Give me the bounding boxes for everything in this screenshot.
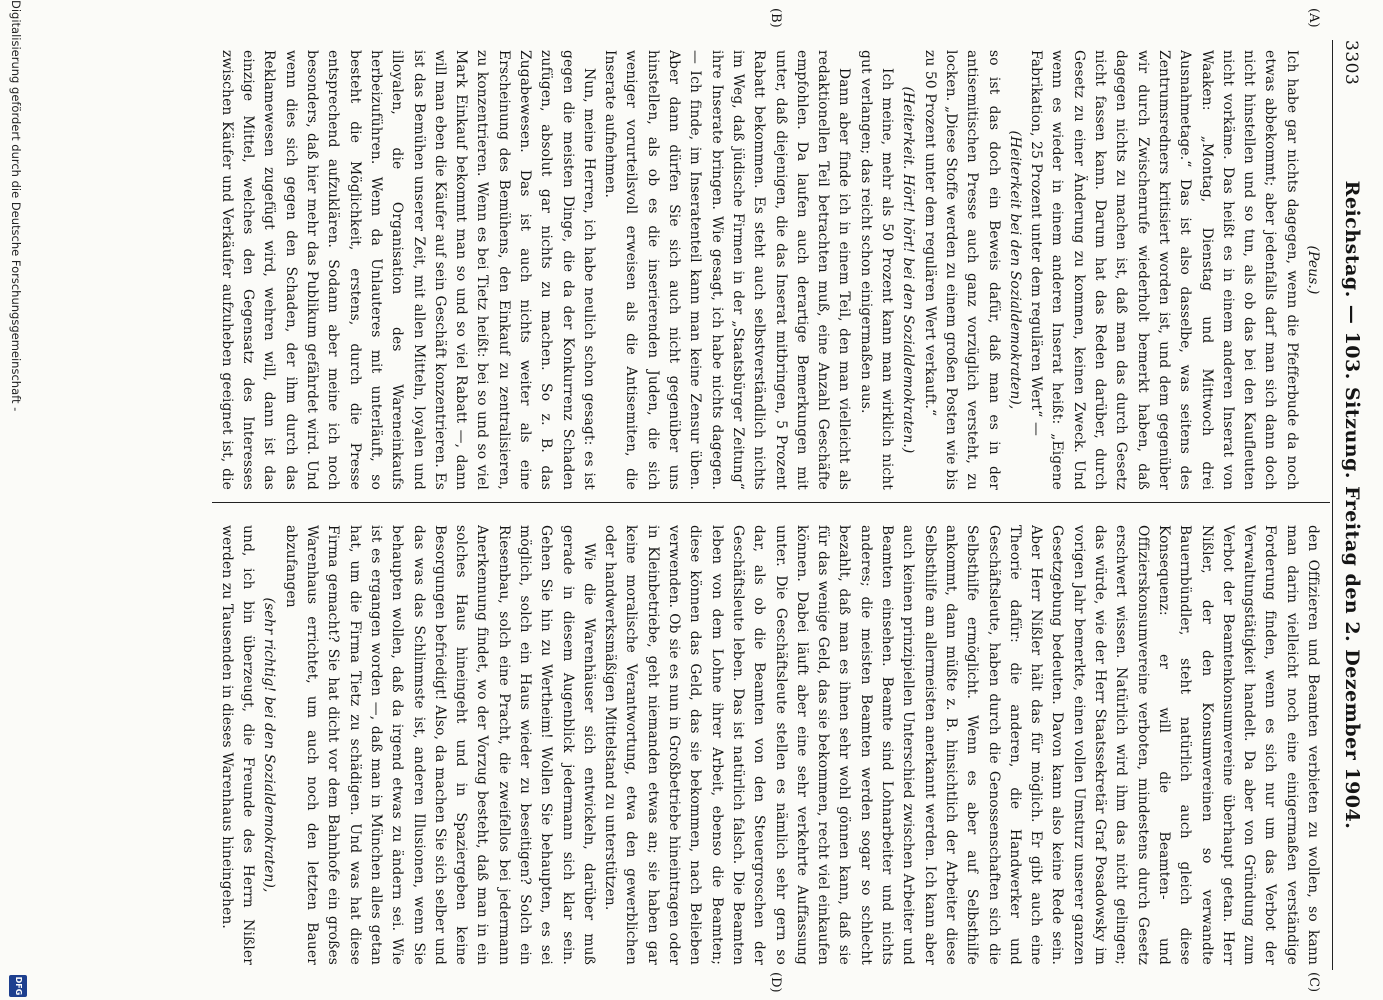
right-column [213,525,1323,965]
paragraph: und, ich bin überzeugt, die Freunde des Herrn Nißler werden zu Tausenden in dieses Warenhaus hineingehen. [218,525,257,965]
paragraph: so ist das doch ein Beweis dafür, daß man es in der antisemitischen Presse auch ganz vorzüglich versteht, zu locken. „Diese Stoffe werden zu einem großen Posten wie bis zu 50 Prozent unter dem regulären Wert verkauft.“ [921,50,1002,490]
dfg-logo-icon: DFG [9,975,27,997]
margin-mark-b: (B) [768,8,783,28]
interjection: (Heiterkeit. Hört! hört! bei den Sozialdemokraten.) [900,86,917,454]
paragraph: Ich habe gar nichts dagegen, wenn die Pfefferbude da noch etwas abbekommt; aber jedenfalls darf man sich dann doch nicht hinstellen und so tun, als ob das bei den Kaufleuten nicht vorkäme. Das heißt es in einem anderen Inserat von Waaken: „Montag, Dienstag und Mittwoch drei Ausnahmetage.“ Das ist also dasselbe, was seitens des Zentrumsredners kritisiert worden ist, und dem gegenüber wir durch Zwischenrufe wiederholt bemerkt haben, daß dagegen nichts zu machen ist, daß man das durch Gesetz nicht fassen kann. Darum hat das Reden darüber, durch Gesetz zu einer Änderung zu kommen, keinen Zweck. Und wenn es wieder in einem anderen Inserat heißt: „Eigene Fabrikation, 25 Prozent unter dem regulären Wert“ — [1028,50,1300,490]
page-number: 3303 [1341,40,1361,86]
margin-mark-d: (D) [768,972,783,993]
interjection: (sehr richtig! bei den Sozialdemokraten), [261,597,278,893]
paragraph: Ich meine, mehr als 50 Prozent kann man wirklich nicht gut verlangen; das reicht schon einigermaßen aus. [857,50,896,490]
paragraph: den Offizieren und Beamten verbieten zu wollen, so kann man darin vielleicht noch eine einigermaßen verständige Forderung finden, wenn es sich nur um das Verbot der Verwaltungstätigkeit handelt. Da aber von Gründung zum Verbot der Beamtenkonsumvereine überhaupt getan. Herr Nißler, der den Konsumvereinen so verwandte Bauernbündler, steht natürlich auch gleich diese Konsequenz: er will die Beamten- und Offizierskonsumvereine verboten, mindestens durch Gesetz erschwert wissen. Natürlich wird ihm das nicht gelingen; das würde, wie der Herr Staatssekretär Graf Posadowsky im vorigen Jahr bemerkte, einen vollen Umsturz unserer ganzen Gesetzgebung bedeuten. Davon kann also keine Rede sein. Aber Herr Nißler hält das für möglich. Er gibt auch eine Theorie dafür: die anderen, die Handwerker und Geschäftsleute, haben durch die Genossenschaften sich die Selbsthilfe ermöglicht. Wenn es aber auf Selbsthilfe ankommt, dann müßte z. B. hinsichtlich der Arbeiter diese Selbsthilfe am allermeisten anerkannt werden. Ich kann aber auch keinen prinzipiellen Unterschied zwischen Arbeiter und Beamten einsehen. Beamte sind Lohnarbeiter und nichts anderes; die meisten Beamten werden sogar so schlecht bezahlt, daß man es ihnen sehr wohl gönnen kann, daß sie für das wenige Geld, das sie bekommen, recht viel einkaufen können. Dabei läuft aber eine sehr verkehrte Auffassung unter. Die Geschäftsleute stellen es nämlich sehr gern so dar, als ob die Beamten von den Steuergroschen der Geschäftsleute leben. Das ist natürlich falsch. Die Beamten leben von dem Lohne ihrer Arbeit, ebenso die Beamten; diese können das Geld, das sie bekommen, nach Belieben verwenden. Ob sie es nun in Großbetriebe hineintragen oder in Kleinbetriebe, geht niemanden etwas an; sie haben gar keine moralische Verantwortung, etwa den gewerblichen oder handwerksmäßigen Mittelstand zu unterstützen. [602,525,1321,965]
running-title: Reichstag. — 103. Sitzung. Freitag den 2. Dezember 1904. [1341,180,1363,830]
margin-mark-a: (A) [1306,8,1321,28]
page-header [1333,40,1367,970]
paragraph: Nun, meine Herren, ich habe neulich schon gesagt: es ist gegen die meisten Dinge, die da der Konkurrenz Schaden zufügen, absolut gar nichts zu machen. So z. B. das Zugabewesen. Das ist auch nichts weiter als eine Erscheinung des Bemühens, den Einkauf zu zentralisieren, zu konzentrieren. Wenn es bei Tietz heißt: bei so und so viel Mark Einkauf bekommt man so und so viel Rabatt —, dann will man eben die Käufer auf sein Geschäft konzentrieren. Es ist das Bemühen unserer Zeit, mit allen Mitteln, loyalen und illoyalen, die Organisation des Wareneinkaufs herbeizuführen. Wenn da Unlauteres mit unterläuft, so besteht die Möglichkeit, erstens, durch die Presse entsprechend aufzuklären. Sodann aber meine ich noch besonders, daß hier mehr das Publikum gefährdet wird. Und wenn dies sich gegen den Schaden, der ihm durch das Reklamewesen zugefügt wird, wehren will, dann ist das einzige Mittel, welches den Gegensatz des Interesses zwischen Käufer und Verkäufer aufzuheben geeignet ist, die [218,50,597,490]
left-column [213,50,1323,490]
paragraph: Wie die Warenhäuser sich entwickeln, darüber muß gerade in diesem Augenblick jedermann sich klar sein. Gehen Sie hin zu Wertheim! Wollen Sie behaupten, es sei möglich, solch ein Haus wieder zu beseitigen? Solch ein Riesenbau, solch eine Pracht, die zweifellos bei jedermann Anerkennung findet, wo der Vorzug besteht, daß man in ein solches Haus hineingeht und in Spaziergeben keine Besorgungen befriedigt! Also, da machen Sie sich selber und das was das Schlimmste ist, anderen Illusionen, wenn Sie behaupten wollen, daß da irgend etwas zu ändern sei. Wie ist es ergangen worden —, daß man in München alles getan hat, um die Firma Tietz zu schädigen. Und was hat diese Firma gemacht? Sie hat dicht vor dem Bahnhofe ein großes Warenhaus errichtet, um auch noch den letzten Bauer abzufangen [282,525,597,965]
margin-mark-c: (C) [1306,972,1321,993]
column-divider [212,502,1330,503]
interjection: (Heiterkeit bei den Sozialdemokraten), [1006,130,1023,410]
speaker-name: (Peus.) [1305,245,1321,295]
credit-text: Digitalisierung gefördert durch die Deutsche Forschungsgemeinschaft - [9,0,23,412]
paragraph: Dann aber finde ich in einem Teil, den man vielleicht als redaktionellen Teil betrachten muß, eine Anzahl Geschäfte empfohlen. Da laufen auch derartige Bemerkungen mit unter, daß diejenigen, die das Inserat mitbringen, 5 Prozent Rabatt bekommen. Es steht auch selbstverständlich nichts im Weg, daß jüdische Firmen in der „Staatsbürger Zeitung“ ihre Inserate bringen. Wie gesagt, ich habe nichts dagegen. — Ich finde, im Inseratenteil kann man keine Zensur üben. Aber dann dürfen Sie sich auch nicht gegenüber uns hinstellen, als ob es die inserierenden Juden, die sich weniger vorurteilsvoll erweisen als die Antisemiten, die Inserate aufnehmen. [602,50,853,490]
digitization-credit [3,0,31,1000]
header-divider [1332,40,1333,970]
